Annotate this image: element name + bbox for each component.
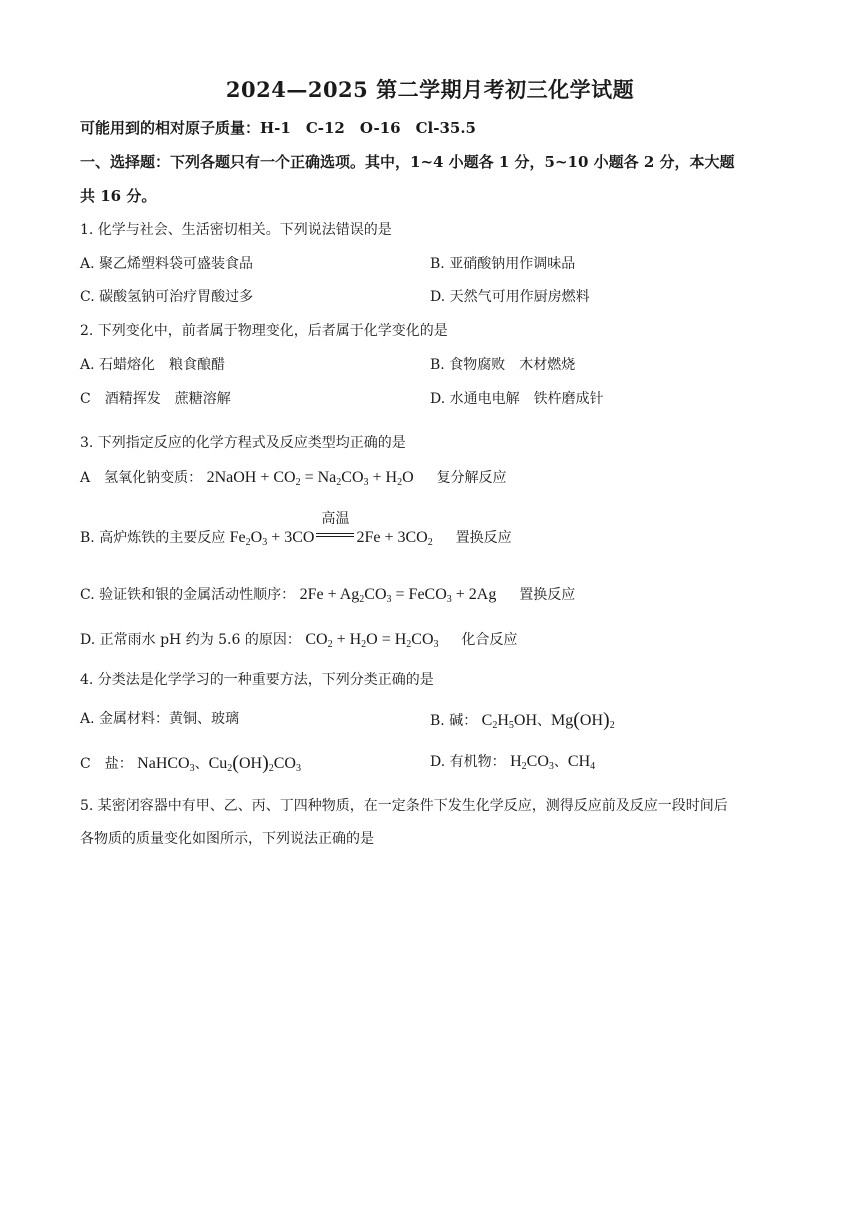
q1-option-d: D. 天然气可用作厨房燃料 — [430, 289, 590, 305]
q3-option-d-label: D. 正常雨水 pH 约为 5.6 的原因： — [80, 632, 301, 648]
q3-option-a-equation: 2NaOH + $CO_2 = Na_2CO_3 + H_2O$ — [206, 469, 414, 488]
q4-option-c-formulas: NaHCO$_3$ — [137, 755, 195, 774]
q3-option-a-type: 复分解反应 — [436, 470, 507, 486]
page-title: 2024—2025 第二学期月考初三化学试题 — [225, 77, 635, 102]
section-heading-line1: 一、选择题：下列各题只有一个正确选项。其中，1~4 小题各 1 分，5~10 小题各 2 分，本大题 — [80, 153, 735, 171]
q3-option-c-equation: $2Fe + Ag_2CO_3$ = FeCO$_3$ + 2Ag — [299, 586, 497, 605]
q4-option-c: C 盐： NaHCO$_3$、$Cu_2(OH)_2CO_3$ — [80, 752, 301, 774]
q4-option-b-label: B. 碱： — [430, 713, 478, 729]
q3-option-b-equation: $Fe_2O_3 + 3CO$ 高温 $2Fe + 3CO_2$ — [229, 512, 433, 548]
atomic-masses: 可能用到的相对原子质量：H-1 C-12 O-16 Cl-35.5 — [80, 119, 476, 137]
q3-option-d — [80, 630, 517, 650]
q3-option-c — [80, 585, 575, 605]
q3-option-a-label: A 氢氧化钠变质： — [80, 470, 203, 486]
q2-stem: 2. 下列变化中，前者属于物理变化，后者属于化学变化的是 — [80, 323, 448, 339]
q5-stem-line2: 各物质的质量变化如图所示，下列说法正确的是 — [80, 831, 374, 847]
q2-option-c: C 酒精挥发 蔗糖溶解 — [80, 391, 231, 407]
q2-option-a: A. 石蜡熔化 粮食酿醋 — [80, 357, 226, 373]
q5-stem-line1: 5. 某密闭容器中有甲、乙、丙、丁四种物质，在一定条件下发生化学反应，测得反应前及反应一段时间后 — [80, 798, 728, 814]
q3-option-a — [80, 468, 507, 488]
q2-option-b: B. 食物腐败 木材燃烧 — [430, 357, 576, 373]
q3-stem: 3. 下列指定反应的化学方程式及反应类型均正确的是 — [80, 435, 406, 451]
q1-option-a: A. 聚乙烯塑料袋可盛装食品 — [80, 256, 254, 272]
section-heading-line2: 共 16 分。 — [80, 187, 157, 205]
reaction-condition: 高温 — [321, 512, 350, 527]
q2-option-d: D. 水通电电解 铁杵磨成针 — [430, 391, 604, 407]
q1-option-b: B. 亚硝酸钠用作调味品 — [430, 256, 576, 272]
q3-option-b-type: 置换反应 — [455, 530, 512, 546]
q3-option-d-type: 化合反应 — [461, 632, 518, 648]
q4-stem: 4. 分类法是化学学习的一种重要方法，下列分类正确的是 — [80, 672, 434, 688]
q1-stem: 1. 化学与社会、生活密切相关。下列说法错误的是 — [80, 222, 392, 238]
q4-option-d-label: D. 有机物： — [430, 754, 506, 770]
q1-option-c: C. 碳酸氢钠可治疗胃酸过多 — [80, 289, 254, 305]
q4-option-a: A. 金属材料：黄铜、玻璃 — [80, 711, 240, 727]
q4-option-c-label: C 盐： — [80, 756, 133, 772]
q4-option-d-formulas: $H_2CO_3$ — [510, 753, 554, 772]
q3-option-c-label: C. 验证铁和银的金属活动性顺序： — [80, 587, 296, 603]
q3-option-c-type: 置换反应 — [519, 587, 576, 603]
q4-option-b-formulas: $C_2H_5OH$ — [481, 712, 537, 731]
q3-option-b — [80, 512, 512, 548]
q3-option-b-label: B. 高炉炼铁的主要反应 — [80, 530, 226, 546]
q4-option-b: B. 碱： $C_2H_5OH$、$Mg(OH)_2$ — [430, 709, 615, 731]
q4-option-d: D. 有机物： $H_2CO_3$、$CH_4$ — [430, 753, 596, 772]
q3-option-d-equation: $CO_2 + H_2O = H_2CO_3$ — [305, 631, 439, 650]
